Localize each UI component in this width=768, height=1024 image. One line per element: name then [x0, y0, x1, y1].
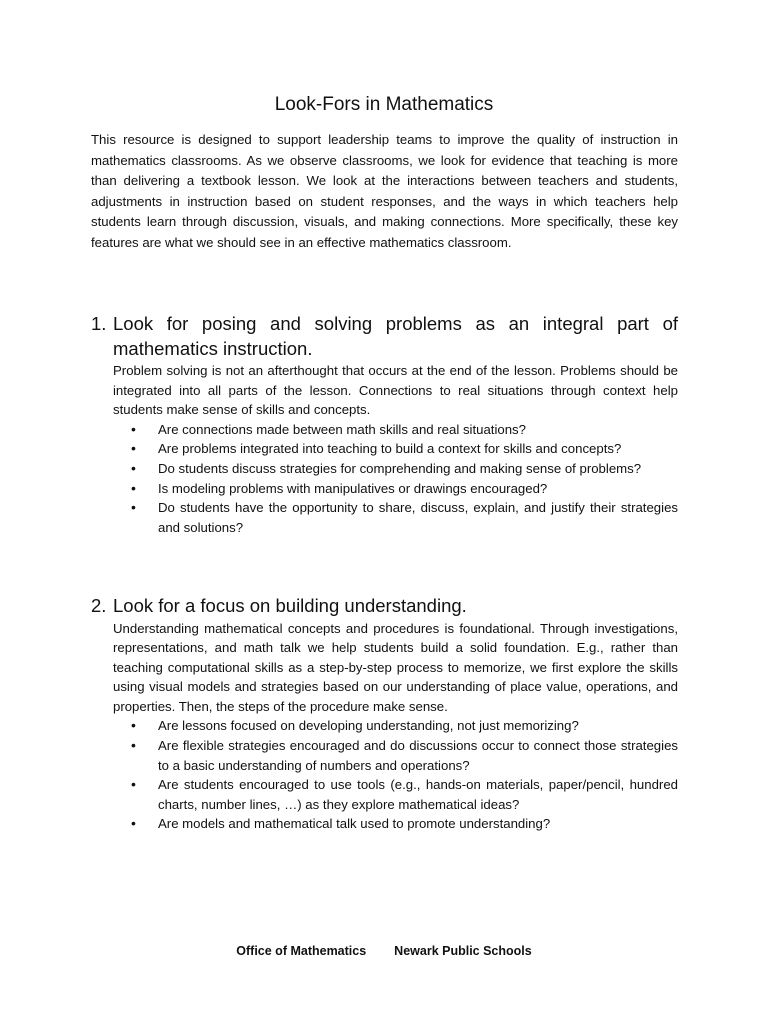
list-item-text: Are lessons focused on developing understanding, not just memorizing? [158, 718, 579, 734]
list-item-text: Are connections made between math skills and real situations? [158, 421, 526, 437]
list-item-text: Is modeling problems with manipulatives or drawings encouraged? [158, 480, 548, 496]
list-item [113, 420, 678, 440]
list-item-text: Are models and mathematical talk used to promote understanding? [158, 816, 551, 832]
list-item [113, 775, 678, 814]
list-item [113, 716, 678, 736]
section-title: Look for posing and solving problems as an integral part of mathematics instruction. [113, 313, 678, 359]
list-item [113, 479, 678, 499]
section-heading [91, 312, 678, 361]
list-item-text: Do students have the opportunity to share, discuss, explain, and justify their strategies and solutions? [158, 500, 678, 535]
bullet-icon: • [131, 420, 136, 437]
intro-paragraph: This resource is designed to support leadership teams to improve the quality of instruction in mathematics classrooms. As we observe classrooms, we look for evidence that teaching is more than delivering a textbook lesson. We look at the interactions between teachers and students, adjustments in instruction based on student responses, and the ways in which teachers help students learn through discussion, visuals, and making connections. More specifically, these key features are what we should see in an effective mathematics classroom. [91, 132, 678, 250]
section-number: 2. [91, 595, 107, 616]
list-item-text: Do students discuss strategies for comprehending and making sense of problems? [158, 460, 642, 476]
bullet-icon: • [131, 815, 136, 832]
bullet-icon: • [131, 479, 136, 496]
list-item [113, 498, 678, 537]
page-title: Look-Fors in Mathematics [274, 94, 494, 115]
list-item-text: Are problems integrated into teaching to build a context for skills and concepts? [158, 441, 622, 457]
list-item-text: Are flexible strategies encouraged and do discussions occur to connect those strategies to a basic understanding of numbers and operations? [158, 738, 678, 773]
bullet-icon: • [131, 459, 136, 476]
section-1 [91, 312, 678, 537]
section-heading [91, 594, 678, 619]
bullet-icon: • [131, 717, 136, 734]
section-number: 1. [91, 313, 107, 334]
bullet-icon: • [131, 776, 136, 793]
bullet-icon: • [131, 440, 136, 457]
footer-district: Newark Public Schools [394, 944, 532, 958]
section-2 [91, 594, 678, 834]
section-title: Look for a focus on building understanding. [113, 595, 467, 616]
bullet-icon: • [131, 499, 136, 516]
list-item [113, 814, 678, 834]
section-body: Understanding mathematical concepts and procedures is foundational. Through investigations, representations, and math talk we help students build a solid foundation. E.g., rather than teaching computational skills as a step-by-step process to memorize, we first explore the skills using visual models and strategies based on our understanding of place value, operations, and properties. Then, the steps of the procedure make sense. [113, 620, 678, 714]
bullet-list [113, 716, 678, 834]
list-item [113, 439, 678, 459]
footer-office: Office of Mathematics [236, 944, 367, 958]
bullet-icon: • [131, 737, 136, 754]
list-item [113, 459, 678, 479]
list-item [113, 736, 678, 775]
section-body: Problem solving is not an afterthought that occurs at the end of the lesson. Problems should be integrated into all parts of the lesson. Connections to real situations through context help students make sense of skills and concepts. [113, 363, 678, 418]
list-item-text: Are students encouraged to use tools (e.g., hands-on materials, paper/pencil, hundred charts, number lines, …) as they explore mathematical ideas? [158, 777, 678, 812]
bullet-list [113, 420, 678, 538]
page-footer [0, 942, 768, 960]
